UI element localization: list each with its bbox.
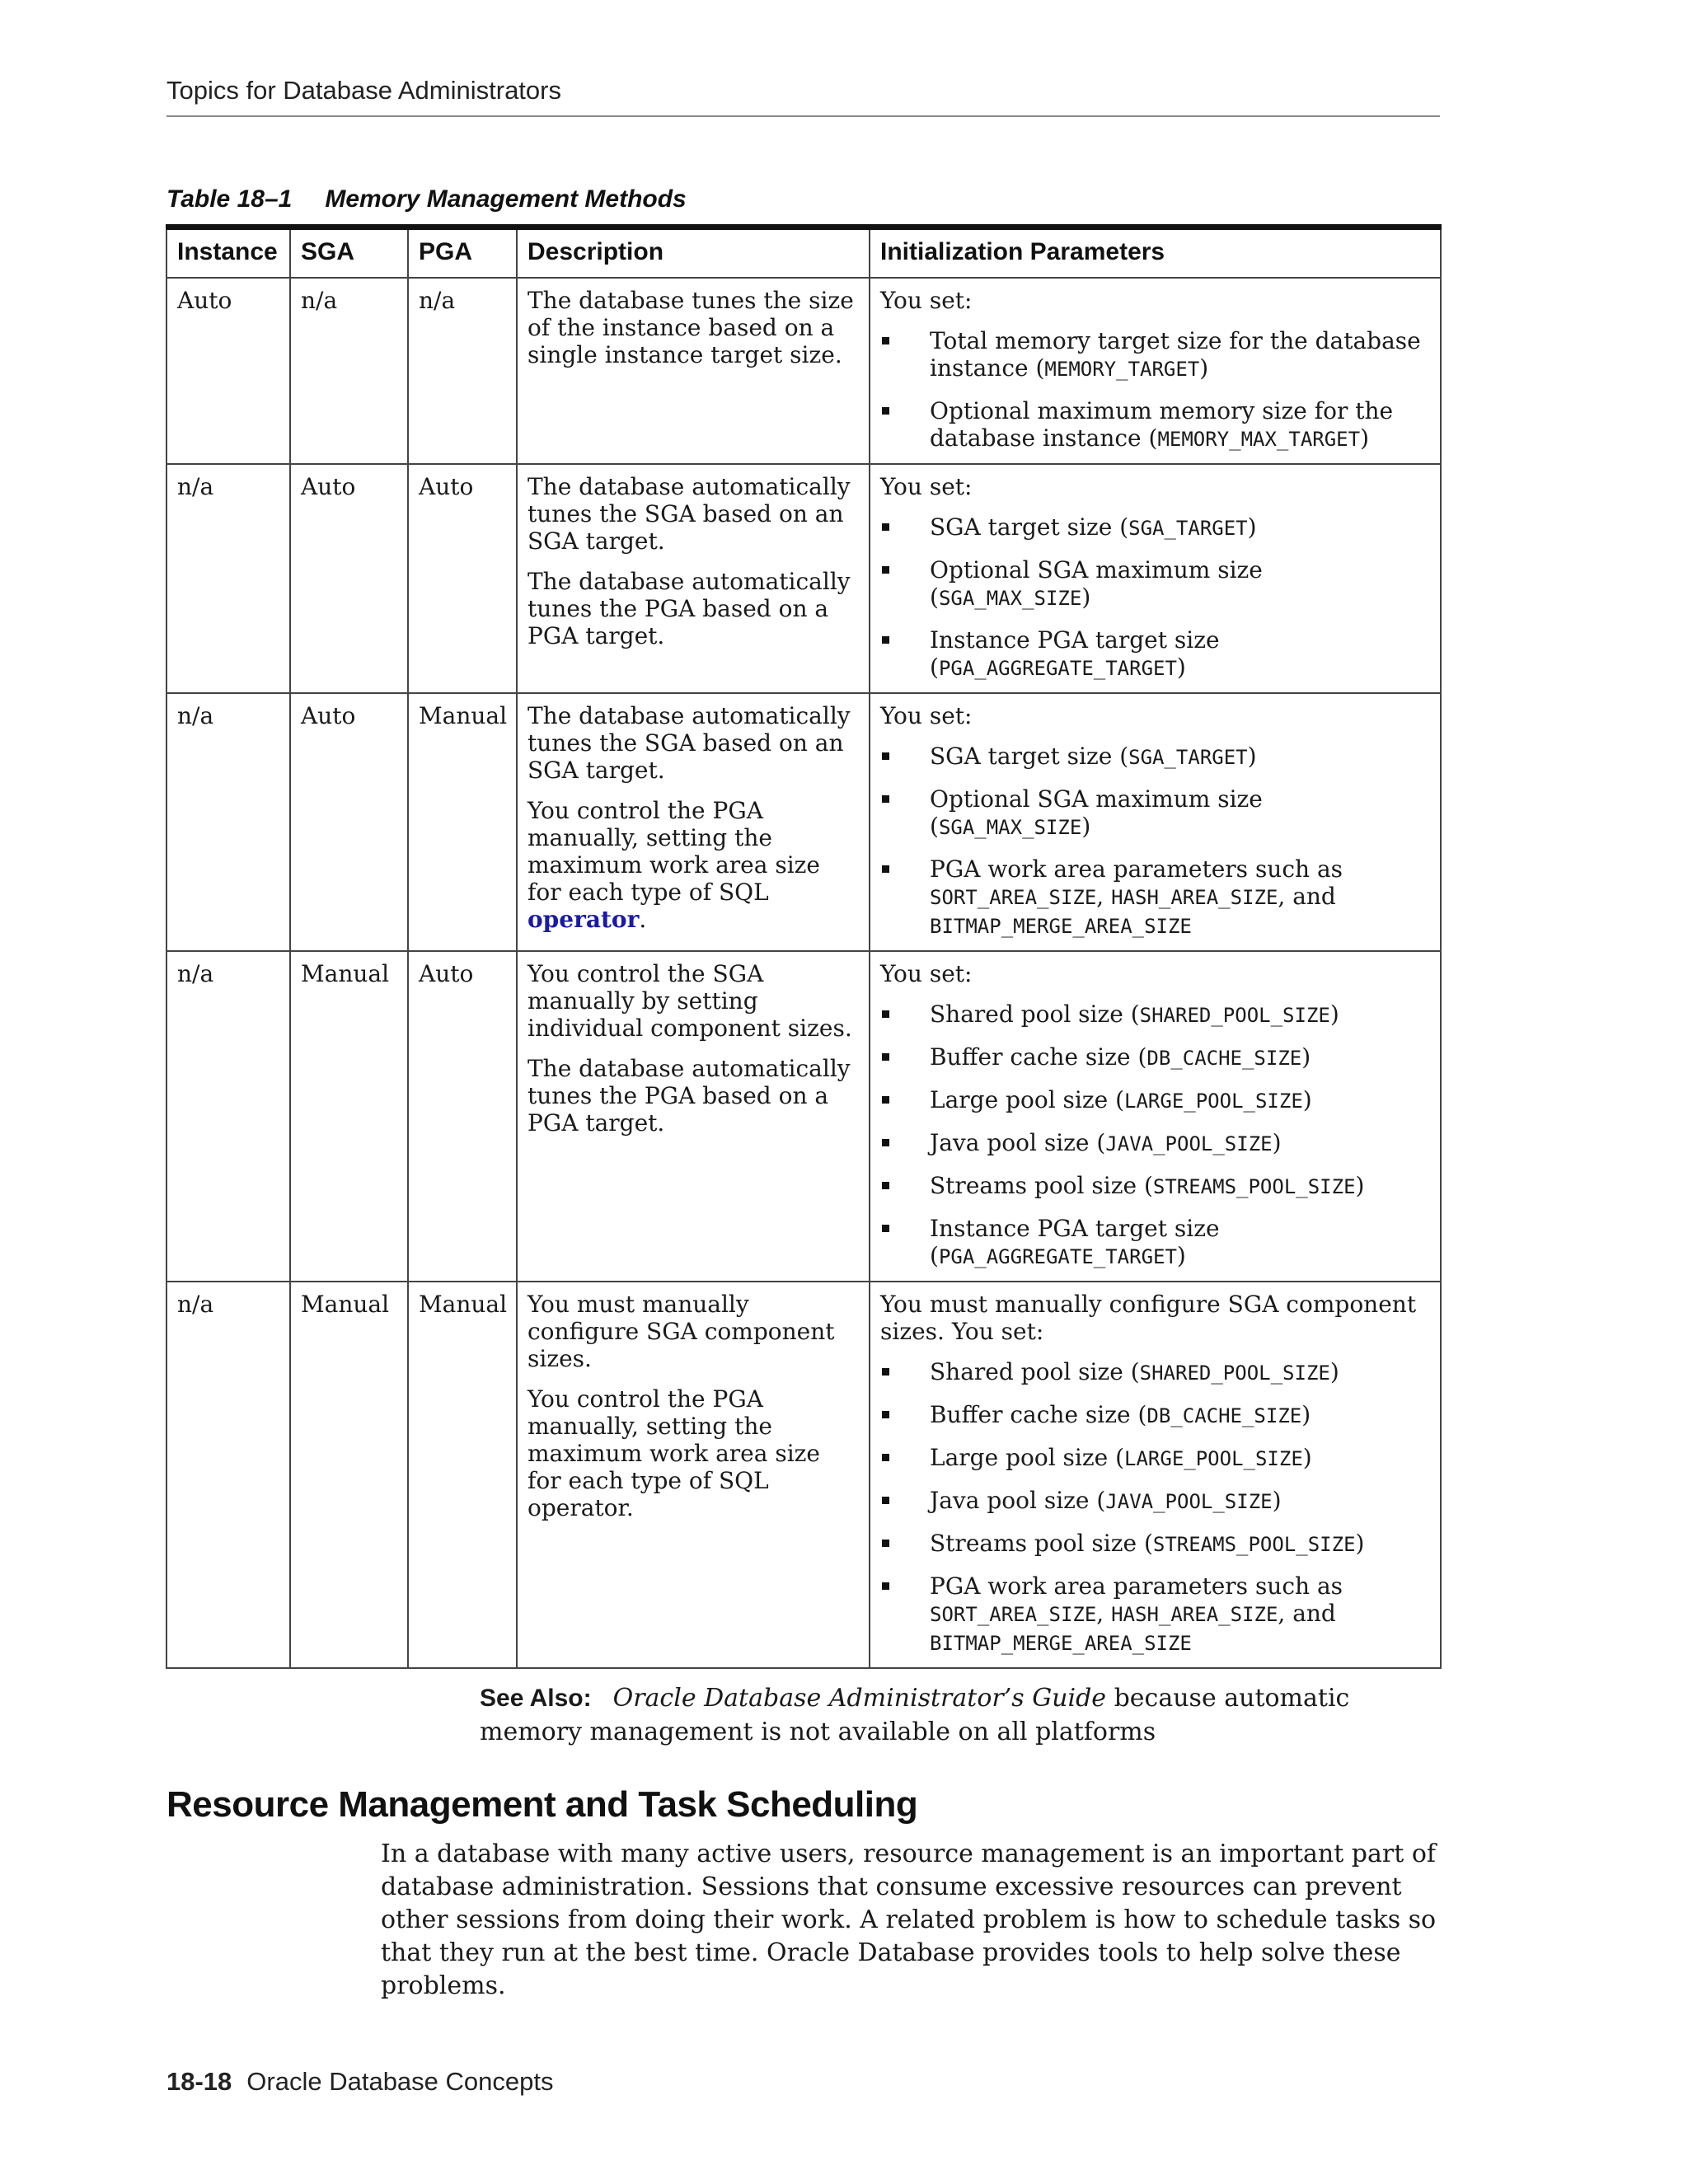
- cell-description: [517, 1282, 870, 1668]
- params-list: [880, 1358, 1430, 1657]
- param-item: Shared pool size (SHARED_POOL_SIZE): [880, 1358, 1430, 1387]
- bullet-square-icon: [882, 337, 889, 344]
- cell-description: [517, 693, 870, 951]
- table-row: [166, 464, 1441, 693]
- param-item: Streams pool size (STREAMS_POOL_SIZE): [880, 1172, 1430, 1201]
- bullet-square-icon: [882, 1540, 889, 1547]
- param-item: SGA target size (SGA_TARGET): [880, 743, 1430, 771]
- description-para: You must manually configure SGA component sizes.: [528, 1291, 835, 1372]
- params-intro: You set:: [880, 702, 973, 729]
- see-also-reference[interactable]: Oracle Database Administrator’s Guide: [612, 1684, 1107, 1713]
- column-header-init-params: Initialization Parameters: [870, 227, 1441, 279]
- param-item: Shared pool size (SHARED_POOL_SIZE): [880, 1001, 1430, 1029]
- param-item: Optional SGA maximum size (SGA_MAX_SIZE): [880, 785, 1430, 841]
- description-para: The database automatically tunes the PGA based on a PGA target.: [528, 1055, 851, 1137]
- column-header-sga: SGA: [290, 227, 408, 279]
- table-row: [166, 693, 1441, 951]
- description-para: The database automatically tunes the PGA based on a PGA target.: [528, 568, 851, 649]
- bullet-square-icon: [882, 1582, 889, 1590]
- cell-instance: n/a: [166, 464, 290, 693]
- params-intro: You set:: [880, 473, 973, 500]
- cell-init-params: [870, 1282, 1441, 1668]
- param-item: Instance PGA target size (PGA_AGGREGATE_TARGET): [880, 1215, 1430, 1271]
- table-row: [166, 951, 1441, 1282]
- column-header-description: Description: [517, 227, 870, 279]
- cell-pga: Auto: [408, 951, 517, 1282]
- cell-sga: n/a: [290, 278, 408, 464]
- operator-link[interactable]: operator: [528, 906, 640, 933]
- bullet-square-icon: [882, 795, 889, 803]
- params-list: [880, 743, 1430, 940]
- description-para: You control the SGA manually by setting individual component sizes.: [528, 960, 852, 1042]
- param-item: Java pool size (JAVA_POOL_SIZE): [880, 1129, 1430, 1158]
- book-title: Oracle Database Concepts: [246, 2067, 554, 2096]
- cell-init-params: [870, 464, 1441, 693]
- bullet-square-icon: [882, 1497, 889, 1504]
- cell-init-params: [870, 693, 1441, 951]
- param-item: Optional SGA maximum size (SGA_MAX_SIZE): [880, 556, 1430, 612]
- cell-init-params: [870, 951, 1441, 1282]
- cell-init-params: [870, 278, 1441, 464]
- params-intro: You must manually configure SGA component sizes. You set:: [880, 1291, 1417, 1345]
- description-para: The database automatically tunes the SGA based on an SGA target.: [528, 473, 851, 555]
- bullet-square-icon: [882, 407, 889, 415]
- table-row: [166, 1282, 1441, 1668]
- cell-sga: Auto: [290, 464, 408, 693]
- see-also-text: because automatic memory management is not available on all platforms: [480, 1684, 1350, 1746]
- page-number: 18-18: [166, 2067, 232, 2096]
- param-item: Instance PGA target size (PGA_AGGREGATE_TARGET): [880, 626, 1430, 682]
- page-footer: [166, 2067, 554, 2097]
- memory-management-table: [166, 224, 1442, 1669]
- bullet-square-icon: [882, 1368, 889, 1376]
- cell-instance: Auto: [166, 278, 290, 464]
- bullet-square-icon: [882, 636, 889, 644]
- bullet-square-icon: [882, 523, 889, 531]
- param-item: PGA work area parameters such as SORT_AREA_SIZE, HASH_AREA_SIZE, and BITMAP_MERGE_AREA_SIZE: [880, 855, 1430, 940]
- params-list: [880, 327, 1430, 453]
- param-item: Total memory target size for the database instance (MEMORY_TARGET): [880, 327, 1430, 383]
- bullet-square-icon: [882, 1225, 889, 1232]
- section-paragraph: In a database with many active users, resource management is an important part of database administration. Sessions that consume excessive resources can prevent other sessions from doing their work. A related problem is how to schedule tasks so that they run at the best time. Oracle Database provides tools to help solve these problems.: [381, 1840, 1437, 2000]
- table-title: Memory Management Methods: [325, 185, 687, 213]
- bullet-square-icon: [882, 1411, 889, 1418]
- params-list: [880, 513, 1430, 682]
- bullet-square-icon: [882, 1053, 889, 1061]
- cell-pga: Manual: [408, 693, 517, 951]
- cell-description: [517, 464, 870, 693]
- bullet-square-icon: [882, 1182, 889, 1189]
- param-item: SGA target size (SGA_TARGET): [880, 513, 1430, 542]
- param-item: Streams pool size (STREAMS_POOL_SIZE): [880, 1530, 1430, 1558]
- table-number: Table 18–1: [166, 185, 293, 213]
- cell-sga: Manual: [290, 1282, 408, 1668]
- param-item: Large pool size (LARGE_POOL_SIZE): [880, 1444, 1430, 1473]
- cell-description: [517, 278, 870, 464]
- param-item: Buffer cache size (DB_CACHE_SIZE): [880, 1043, 1430, 1072]
- cell-pga: Auto: [408, 464, 517, 693]
- cell-sga: Manual: [290, 951, 408, 1282]
- description-para: The database automatically tunes the SGA based on an SGA target.: [528, 702, 851, 784]
- table-header-row: [166, 227, 1441, 279]
- description-para: You control the PGA manually, setting the maximum work area size for each type of SQL operator.: [528, 797, 820, 933]
- param-item: Java pool size (JAVA_POOL_SIZE): [880, 1487, 1430, 1516]
- section-heading: Resource Management and Task Scheduling: [166, 1784, 918, 1825]
- table-caption: [166, 185, 687, 213]
- params-list: [880, 1001, 1430, 1271]
- description-para: You control the PGA manually, setting the maximum work area size for each type of SQL operator.: [528, 1385, 820, 1521]
- see-also-label: See Also:: [480, 1685, 592, 1712]
- bullet-square-icon: [882, 1454, 889, 1461]
- param-item: Buffer cache size (DB_CACHE_SIZE): [880, 1401, 1430, 1430]
- cell-sga: Auto: [290, 693, 408, 951]
- bullet-square-icon: [882, 1139, 889, 1146]
- param-item: PGA work area parameters such as SORT_AREA_SIZE, HASH_AREA_SIZE, and BITMAP_MERGE_AREA_SIZE: [880, 1572, 1430, 1657]
- cell-pga: n/a: [408, 278, 517, 464]
- cell-pga: Manual: [408, 1282, 517, 1668]
- see-also-note: [480, 1681, 1386, 1749]
- bullet-square-icon: [882, 1010, 889, 1018]
- param-item: Optional maximum memory size for the database instance (MEMORY_MAX_TARGET): [880, 397, 1430, 453]
- running-head: Topics for Database Administrators: [166, 76, 561, 105]
- column-header-instance: Instance: [166, 227, 290, 279]
- table-row: [166, 278, 1441, 464]
- column-header-pga: PGA: [408, 227, 517, 279]
- bullet-square-icon: [882, 1096, 889, 1104]
- param-item: Large pool size (LARGE_POOL_SIZE): [880, 1086, 1430, 1115]
- params-intro: You set:: [880, 287, 973, 314]
- bullet-square-icon: [882, 865, 889, 873]
- params-intro: You set:: [880, 960, 973, 987]
- cell-instance: n/a: [166, 693, 290, 951]
- bullet-square-icon: [882, 566, 889, 574]
- cell-instance: n/a: [166, 951, 290, 1282]
- cell-description: [517, 951, 870, 1282]
- cell-instance: n/a: [166, 1282, 290, 1668]
- header-rule: [166, 115, 1440, 117]
- bullet-square-icon: [882, 752, 889, 760]
- description-para: The database tunes the size of the instance based on a single instance target size.: [528, 287, 854, 368]
